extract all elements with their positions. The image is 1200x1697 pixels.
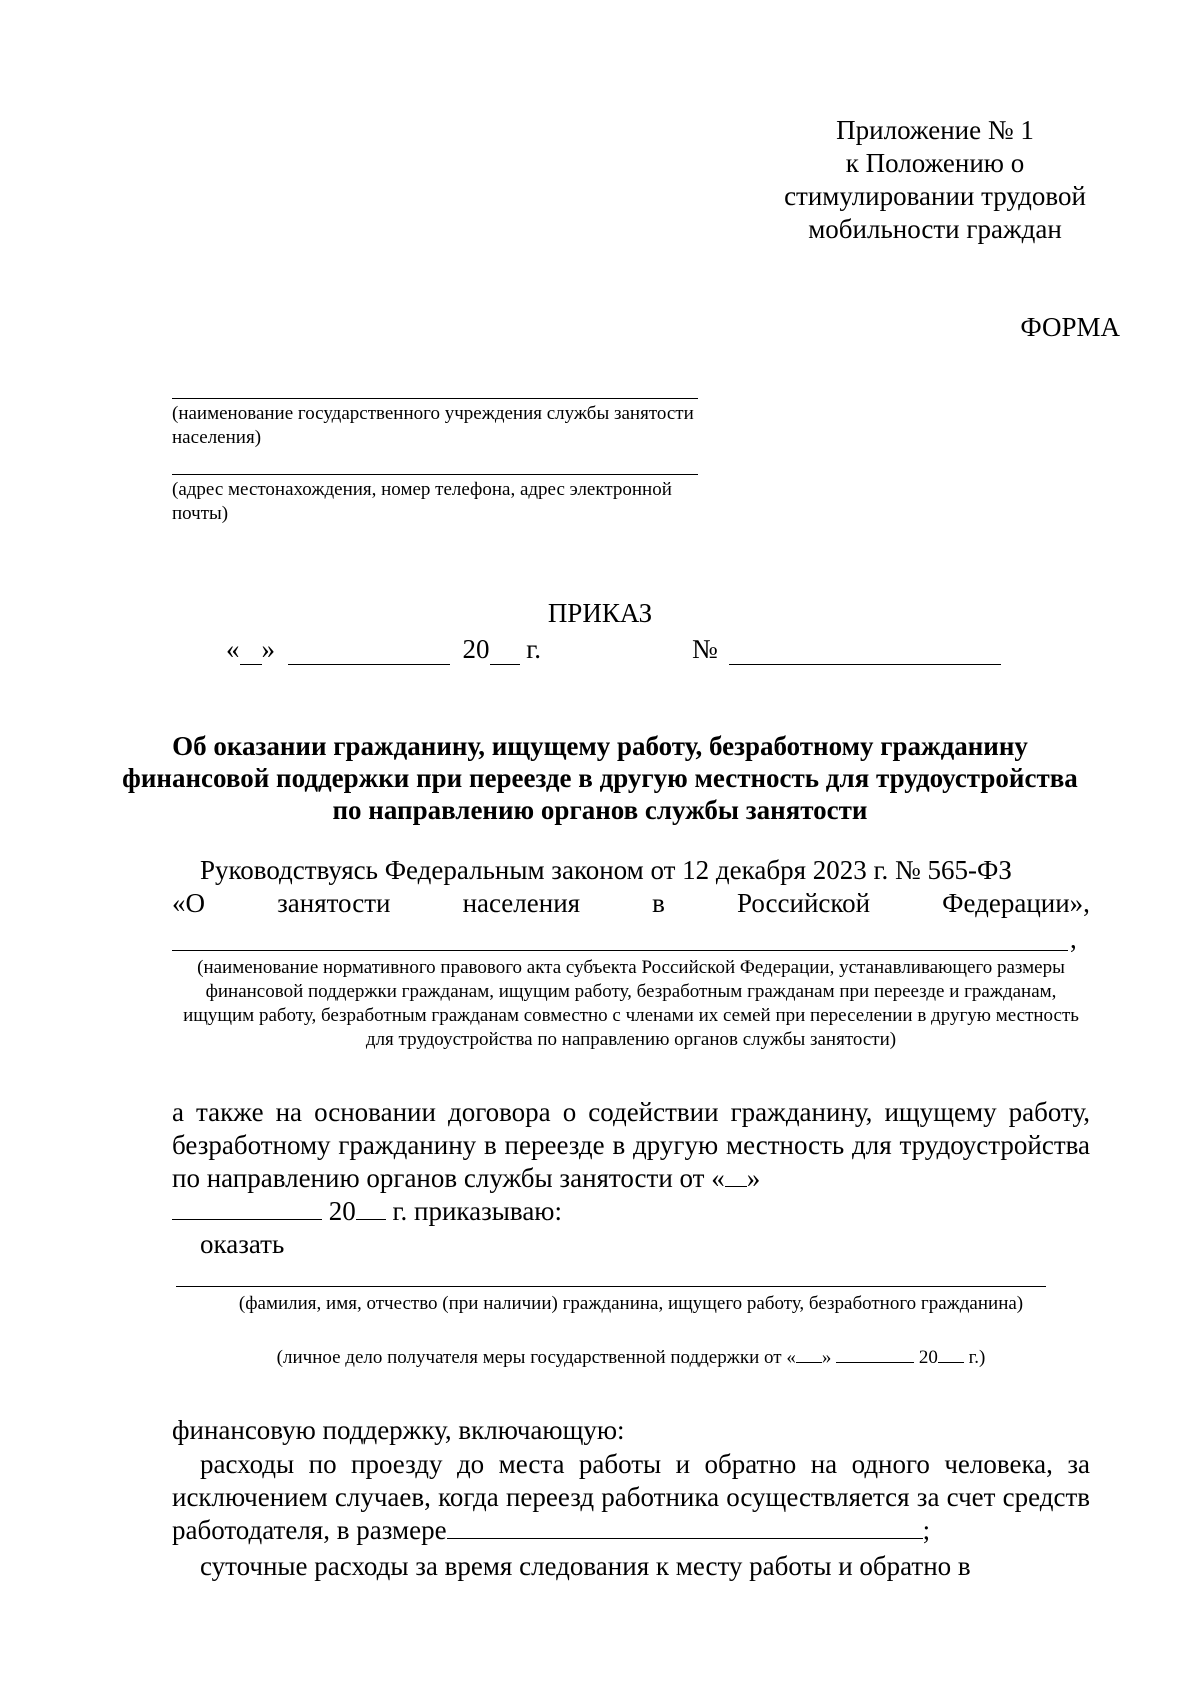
org-name-blank (172, 398, 698, 399)
word: в (652, 888, 665, 918)
contract-tail: г. приказываю: (385, 1196, 562, 1226)
travel-expenses-text: расходы по проезду до места работы и обратно на одного человека, за исключением случаев, когда переезд работника осуществляется за счет средств работодателя, в размере (172, 1449, 1090, 1545)
contract-quote-close: » (746, 1163, 761, 1193)
case-month-blank (836, 1344, 914, 1363)
annex-header (740, 114, 1130, 246)
date-quote-close: » (261, 634, 275, 664)
preamble-line-2 (172, 888, 1090, 919)
case-note (172, 1344, 1090, 1370)
contract-paragraph (172, 1096, 1090, 1228)
preamble-line-1: Руководствуясь Федеральным законом от 12 декабря 2023 г. № 565-ФЗ (200, 855, 1012, 885)
word: занятости (277, 888, 391, 918)
word: Федерации», (942, 888, 1090, 918)
order-number (692, 634, 1001, 665)
case-day-blank (796, 1344, 822, 1363)
annex-line-4: мобильности граждан (808, 214, 1062, 244)
word: Российской (737, 888, 871, 918)
contract-text: а также на основании договора о содействии гражданину, ищущему работу, безработному гражданину в переезде в другую местность для трудоустройства по направлению органов службы занятости от « (172, 1097, 1090, 1193)
date-quote-open: « (226, 634, 240, 664)
year-prefix: 20 (462, 634, 490, 664)
day-blank (240, 636, 262, 665)
address-note: (адрес местонахождения, номер телефона, адрес электронной почты) (172, 479, 672, 524)
case-note-c: 20 (914, 1347, 938, 1368)
case-note-d: г.) (963, 1347, 986, 1368)
okazat: оказать (200, 1229, 285, 1259)
annex-line-3: стимулировании трудовой (784, 181, 1086, 211)
annex-line-2: к Положению о (845, 148, 1025, 178)
word: населения (462, 888, 581, 918)
year-suffix: г. (519, 634, 542, 664)
contract-month-blank (172, 1195, 322, 1220)
document-title: Об оказании гражданину, ищущему работу, безработному гражданину финансовой поддержки при переезде в другую местность для трудоустройства по направлению органов службы занятости (122, 731, 1078, 825)
order-date (226, 634, 541, 665)
npa-note: (наименование нормативного правового акта субъекта Российской Федерации, устанавливающего размеры финансовой поддержки гражданам, ищущим работу, безработным гражданам при переезде и гражданам, ищущим работу, безработным гражданам совместно с членами их семей при переселении в другую местность для трудоустройства по направлению органов службы занятости) (183, 957, 1079, 1050)
number-blank (729, 636, 1001, 665)
fio-note: (фамилия, имя, отчество (при наличии) гражданина, ищущего работу, безработного гражданина) (238, 1293, 1024, 1314)
case-note-b: » (821, 1347, 832, 1368)
travel-expenses (172, 1448, 1090, 1547)
travel-amount-blank (447, 1514, 923, 1539)
fio-blank (176, 1286, 1046, 1287)
contract-year: 20 (322, 1196, 356, 1226)
case-note-a: (личное дело получателя меры государственной поддержки от « (276, 1347, 796, 1368)
year-blank (490, 636, 520, 665)
support-intro: финансовую поддержку, включающую: (172, 1415, 625, 1445)
contract-year-blank (356, 1195, 386, 1220)
case-year-blank (938, 1344, 964, 1363)
travel-end: ; (922, 1515, 931, 1545)
npa-blank (172, 950, 1068, 951)
daily-expenses: суточные расходы за время следования к месту работы и обратно в (200, 1551, 971, 1581)
month-blank (288, 636, 450, 665)
npa-comma: , (1070, 924, 1077, 954)
number-sign: № (692, 634, 718, 664)
form-label: ФОРМА (1020, 312, 1120, 342)
annex-line-1: Приложение № 1 (836, 115, 1034, 145)
order-heading: ПРИКАЗ (547, 598, 653, 628)
address-blank (172, 474, 698, 475)
org-name-note: (наименование государственного учреждения службы занятости населения) (172, 403, 694, 448)
word: «О (172, 888, 205, 918)
contract-day-blank (725, 1162, 747, 1187)
